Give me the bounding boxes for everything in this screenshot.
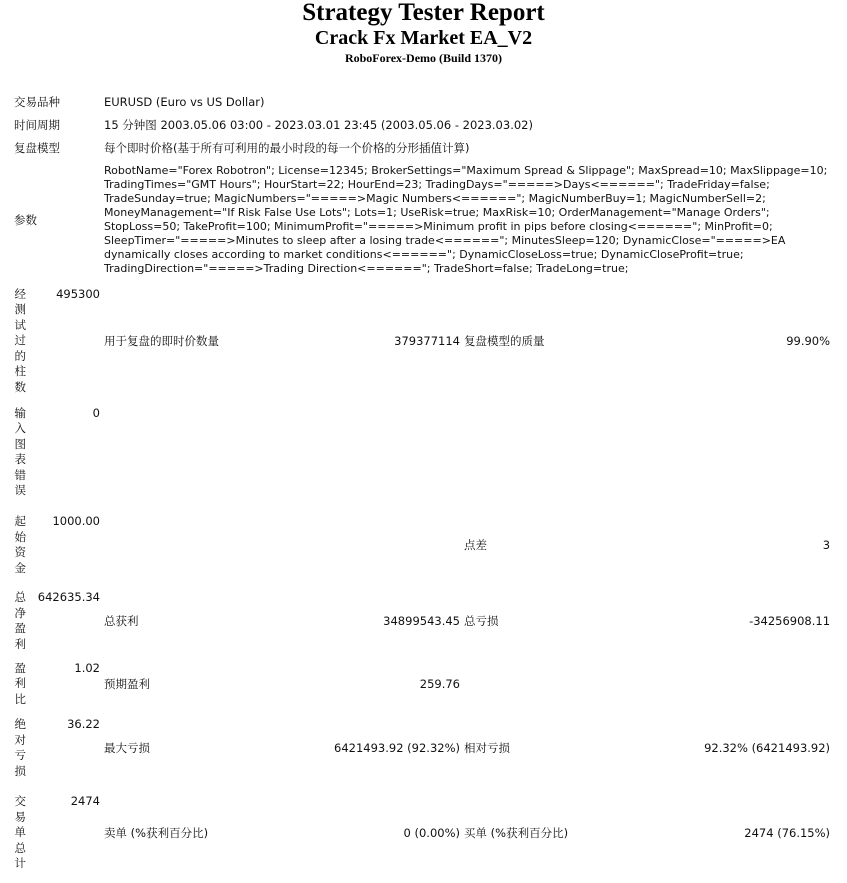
netprofit-cell — [12, 587, 102, 655]
maxdd-label: 最大亏损 — [104, 741, 150, 755]
model-value: 每个即时价格(基于所有可利用的最小时段的每一个价格的分形插值计算) — [104, 140, 470, 155]
empty-cell — [102, 503, 332, 587]
empty-cell — [462, 655, 572, 713]
symbol-value: EURUSD (Euro vs US Dollar) — [104, 94, 265, 109]
ticks-label: 用于复盘的即时价数量 — [104, 334, 219, 348]
reldd-value: 92.32% (6421493.92) — [704, 741, 831, 755]
row-trades — [12, 783, 832, 883]
long-label: 买单 (%获利百分比) — [464, 826, 569, 840]
errors-value: 0 — [92, 405, 100, 420]
short-label: 卖单 (%获利百分比) — [104, 826, 209, 840]
maxdd-value: 6421493.92 (92.32%) — [334, 741, 460, 755]
period-label: 时间周期 — [14, 117, 60, 132]
spread-value: 3 — [822, 538, 831, 552]
netprofit-value: 642635.34 — [37, 590, 100, 604]
bars-label: 经测试过的柱数 — [14, 286, 26, 394]
expected-label: 预期盈利 — [104, 677, 150, 691]
row-model — [12, 136, 832, 159]
row-errors — [12, 401, 832, 503]
reldd-label: 相对亏损 — [464, 741, 510, 755]
absdd-label: 绝对亏损 — [14, 717, 26, 778]
row-period — [12, 113, 832, 136]
grossprofit-value: 34899543.45 — [383, 614, 460, 628]
row-bars — [12, 281, 832, 401]
row-deposit — [12, 503, 832, 587]
absdd-cell — [12, 713, 102, 783]
period-value: 15 分钟图 2003.05.06 03:00 - 2023.03.01 23:45 (2003.05.06 - 2023.03.02) — [104, 117, 533, 132]
params-label: 参数 — [14, 213, 37, 227]
params-value: RobotName="Forex Robotron"; License=12345; BrokerSettings="Maximum Spread & Slippage"; MaxSpread=10; MaxSlippage=10; TradingTimes="GMT Hours"; HourStart=22; HourEnd=23; TradingDays="=====>Days<======"; TradeFriday=false; TradeSunday=true; MagicNumbers="=====>Magic Numbers<======"; MagicNumberBuy=1; MagicNumberSell=2; MoneyManagement="If Risk False Use Lots"; Lots=1; UseRisk=true; MaxRisk=10; OrderManagement="Manage Orders"; StopLoss=50; TakeProfit=100; MinimumProfit="=====>Minimum profit in pips before closing<======"; MinProfit=0; SleepTimer="=====>Minutes to sleep after a losing trade<======"; MinutesSleep=120; DynamicClose="=====>EA dynamically closes according to market conditions<======"; DynamicCloseLoss=true; DynamicCloseProfit=true; TradingDirection="=====>Trading Direction<======"; TradeShort=false; TradeLong=true; — [104, 164, 828, 275]
ea-name: Crack Fx Market EA_V2 — [314, 27, 533, 49]
grossloss-value: -34256908.11 — [749, 614, 831, 628]
empty-cell — [332, 503, 462, 587]
quality-value: 99.90% — [786, 334, 831, 348]
deposit-value: 1000.00 — [52, 514, 100, 528]
row-parameters — [12, 159, 832, 281]
report-title: Strategy Tester Report — [302, 0, 545, 26]
report-header — [0, 0, 847, 66]
ticks-value: 379377114 — [394, 334, 460, 348]
deposit-cell — [12, 503, 102, 587]
model-label: 复盘模型 — [14, 140, 60, 155]
short-value: 0 (0.00%) — [403, 826, 460, 840]
spread-label: 点差 — [464, 538, 487, 552]
trades-label: 交易单总计 — [14, 794, 26, 871]
row-profitfactor — [12, 655, 832, 713]
absdd-value: 36.22 — [67, 717, 100, 731]
row-symbol — [12, 90, 832, 113]
report-table — [12, 90, 832, 883]
row-drawdown — [12, 713, 832, 783]
symbol-label: 交易品种 — [14, 94, 60, 109]
deposit-label: 起始资金 — [14, 514, 26, 575]
pf-value: 1.02 — [74, 660, 100, 675]
grossloss-label: 总亏损 — [464, 614, 499, 628]
errors-label: 输入图表错误 — [14, 405, 26, 497]
long-value: 2474 (76.15%) — [744, 826, 831, 840]
pf-cell — [12, 655, 102, 713]
errors-cell — [12, 401, 102, 503]
netprofit-label: 总净盈利 — [14, 590, 26, 651]
server-name: RoboForex-Demo (Build 1370) — [344, 51, 503, 65]
bars-value: 495300 — [56, 286, 100, 301]
bars-cell — [12, 281, 102, 401]
grossprofit-label: 总获利 — [104, 614, 139, 628]
pf-label: 盈利比 — [14, 660, 26, 706]
empty-cell — [572, 655, 832, 713]
trades-value: 2474 — [70, 794, 100, 809]
empty-cell — [102, 401, 832, 503]
quality-label: 复盘模型的质量 — [464, 334, 545, 348]
expected-value: 259.76 — [419, 677, 460, 691]
trades-cell — [12, 783, 102, 883]
row-netprofit — [12, 587, 832, 655]
